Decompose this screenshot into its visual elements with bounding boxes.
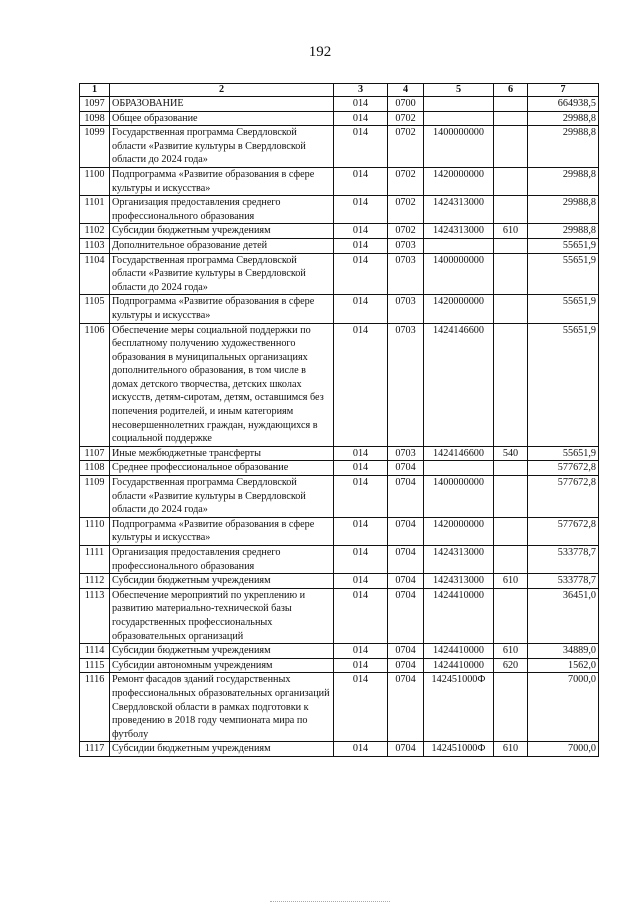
row-name-cell: Субсидии бюджетным учреждениям [110,224,334,239]
row-type-cell [494,126,528,168]
row-name-cell: Подпрограмма «Развитие образования в сфере культуры и искусства» [110,167,334,195]
row-name-cell: Организация предоставления среднего профессионального образования [110,546,334,574]
row-grbs-cell: 014 [334,111,388,126]
row-target-cell: 1424410000 [424,644,494,659]
row-name-cell: Государственная программа Свердловской области «Развитие культуры в Свердловской области до 2024 года» [110,253,334,295]
table-header-row [80,84,599,97]
row-type-cell [494,588,528,643]
row-grbs-cell: 014 [334,742,388,757]
table-row [80,742,599,757]
table-row [80,224,599,239]
row-grbs-cell: 014 [334,196,388,224]
row-target-cell: 1424410000 [424,658,494,673]
row-number-cell: 1105 [80,295,110,323]
row-section-cell: 0703 [388,253,424,295]
table-row [80,574,599,589]
row-section-cell: 0704 [388,546,424,574]
row-grbs-cell: 014 [334,126,388,168]
row-number-cell: 1104 [80,253,110,295]
row-number-cell: 1099 [80,126,110,168]
row-section-cell: 0704 [388,673,424,742]
row-number-cell: 1116 [80,673,110,742]
row-type-cell [494,517,528,545]
row-type-cell [494,167,528,195]
row-section-cell: 0702 [388,111,424,126]
row-section-cell: 0703 [388,238,424,253]
table-row [80,476,599,518]
row-target-cell [424,461,494,476]
row-type-cell [494,323,528,446]
row-grbs-cell: 014 [334,224,388,239]
row-grbs-cell: 014 [334,658,388,673]
row-amount-cell: 36451,0 [528,588,599,643]
column-header: 5 [424,84,494,97]
row-name-cell: Государственная программа Свердловской области «Развитие культуры в Свердловской области до 2024 года» [110,126,334,168]
row-amount-cell: 55651,9 [528,238,599,253]
row-name-cell: Обеспечение меры социальной поддержки по бесплатному получению художественного образования в муниципальных организациях дополнительного образования, в том числе в домах детского творчества, детских школах искусств, детям-сиротам, детям, оставшимся без попечения родителей, и иным категориям несовершеннолетних граждан, нуждающихся в социальной поддержке [110,323,334,446]
column-header: 6 [494,84,528,97]
row-number-cell: 1100 [80,167,110,195]
row-type-cell [494,238,528,253]
budget-table [79,83,599,757]
row-target-cell [424,97,494,112]
row-name-cell: Среднее профессиональное образование [110,461,334,476]
row-amount-cell: 7000,0 [528,742,599,757]
row-number-cell: 1110 [80,517,110,545]
row-type-cell [494,111,528,126]
row-type-cell: 610 [494,224,528,239]
row-number-cell: 1103 [80,238,110,253]
row-target-cell: 1424146600 [424,323,494,446]
column-header: 2 [110,84,334,97]
column-header: 3 [334,84,388,97]
row-target-cell: 142451000Ф [424,673,494,742]
row-amount-cell: 7000,0 [528,673,599,742]
row-number-cell: 1111 [80,546,110,574]
row-amount-cell: 1562,0 [528,658,599,673]
row-section-cell: 0703 [388,295,424,323]
table-row [80,644,599,659]
table-row [80,97,599,112]
row-grbs-cell: 014 [334,546,388,574]
row-section-cell: 0704 [388,574,424,589]
table-row [80,658,599,673]
column-header: 1 [80,84,110,97]
row-grbs-cell: 014 [334,461,388,476]
row-target-cell: 1400000000 [424,253,494,295]
row-type-cell [494,196,528,224]
table-row [80,111,599,126]
table-row [80,167,599,195]
row-section-cell: 0704 [388,742,424,757]
row-type-cell [494,97,528,112]
row-type-cell [494,253,528,295]
row-number-cell: 1115 [80,658,110,673]
page-number: 192 [308,44,332,60]
row-section-cell: 0704 [388,644,424,659]
row-number-cell: 1101 [80,196,110,224]
row-grbs-cell: 014 [334,167,388,195]
row-name-cell: Государственная программа Свердловской области «Развитие культуры в Свердловской области до 2024 года» [110,476,334,518]
row-name-cell: Субсидии бюджетным учреждениям [110,644,334,659]
column-header: 7 [528,84,599,97]
row-amount-cell: 577672,8 [528,517,599,545]
row-type-cell: 610 [494,574,528,589]
row-grbs-cell: 014 [334,476,388,518]
row-target-cell: 1424410000 [424,588,494,643]
row-amount-cell: 533778,7 [528,546,599,574]
table-row [80,295,599,323]
table-row [80,461,599,476]
row-number-cell: 1117 [80,742,110,757]
table-row [80,323,599,446]
row-type-cell: 610 [494,742,528,757]
row-grbs-cell: 014 [334,644,388,659]
row-amount-cell: 55651,9 [528,323,599,446]
row-name-cell: Ремонт фасадов зданий государственных профессиональных образовательных организаций Свердловской области в рамках подготовки к проведению в 2018 году чемпионата мира по футболу [110,673,334,742]
row-type-cell [494,461,528,476]
scan-artifact [270,901,390,903]
row-name-cell: Дополнительное образование детей [110,238,334,253]
table-row [80,588,599,643]
row-type-cell [494,295,528,323]
table-row [80,238,599,253]
row-grbs-cell: 014 [334,673,388,742]
row-target-cell: 1420000000 [424,295,494,323]
row-target-cell: 1424313000 [424,196,494,224]
row-number-cell: 1112 [80,574,110,589]
row-type-cell [494,673,528,742]
row-amount-cell: 29988,8 [528,111,599,126]
row-number-cell: 1114 [80,644,110,659]
table-row [80,673,599,742]
row-name-cell: Организация предоставления среднего профессионального образования [110,196,334,224]
row-target-cell: 142451000Ф [424,742,494,757]
row-amount-cell: 55651,9 [528,295,599,323]
row-grbs-cell: 014 [334,517,388,545]
row-grbs-cell: 014 [334,446,388,461]
table-row [80,446,599,461]
row-name-cell: Подпрограмма «Развитие образования в сфере культуры и искусства» [110,295,334,323]
row-section-cell: 0702 [388,196,424,224]
row-grbs-cell: 014 [334,97,388,112]
row-target-cell: 1420000000 [424,167,494,195]
row-name-cell: Обеспечение мероприятий по укреплению и развитию материально-технической базы государственных профессиональных образовательных организаций [110,588,334,643]
row-number-cell: 1097 [80,97,110,112]
row-amount-cell: 55651,9 [528,446,599,461]
row-number-cell: 1106 [80,323,110,446]
row-section-cell: 0704 [388,588,424,643]
row-amount-cell: 29988,8 [528,196,599,224]
row-grbs-cell: 014 [334,574,388,589]
row-section-cell: 0704 [388,517,424,545]
row-amount-cell: 533778,7 [528,574,599,589]
row-amount-cell: 29988,8 [528,224,599,239]
row-type-cell [494,546,528,574]
row-target-cell: 1420000000 [424,517,494,545]
row-target-cell: 1424313000 [424,574,494,589]
table-row [80,196,599,224]
row-name-cell: Субсидии автономным учреждениям [110,658,334,673]
row-target-cell: 1400000000 [424,476,494,518]
row-section-cell: 0702 [388,126,424,168]
table-body [80,97,599,757]
column-header: 4 [388,84,424,97]
row-target-cell: 1400000000 [424,126,494,168]
row-section-cell: 0704 [388,476,424,518]
row-target-cell: 1424313000 [424,224,494,239]
row-section-cell: 0702 [388,167,424,195]
row-type-cell: 540 [494,446,528,461]
row-type-cell: 610 [494,644,528,659]
row-name-cell: ОБРАЗОВАНИЕ [110,97,334,112]
row-number-cell: 1098 [80,111,110,126]
row-number-cell: 1113 [80,588,110,643]
row-number-cell: 1108 [80,461,110,476]
row-amount-cell: 664938,5 [528,97,599,112]
row-section-cell: 0700 [388,97,424,112]
row-grbs-cell: 014 [334,238,388,253]
row-section-cell: 0702 [388,224,424,239]
row-grbs-cell: 014 [334,253,388,295]
row-amount-cell: 34889,0 [528,644,599,659]
row-amount-cell: 577672,8 [528,476,599,518]
row-amount-cell: 577672,8 [528,461,599,476]
row-name-cell: Субсидии бюджетным учреждениям [110,574,334,589]
table-row [80,546,599,574]
row-section-cell: 0704 [388,658,424,673]
row-grbs-cell: 014 [334,588,388,643]
row-target-cell [424,111,494,126]
row-section-cell: 0703 [388,446,424,461]
row-type-cell [494,476,528,518]
row-name-cell: Общее образование [110,111,334,126]
row-amount-cell: 29988,8 [528,126,599,168]
row-grbs-cell: 014 [334,295,388,323]
table-row [80,253,599,295]
row-section-cell: 0704 [388,461,424,476]
table-row [80,126,599,168]
row-amount-cell: 55651,9 [528,253,599,295]
row-amount-cell: 29988,8 [528,167,599,195]
row-number-cell: 1109 [80,476,110,518]
table-row [80,517,599,545]
row-type-cell: 620 [494,658,528,673]
row-name-cell: Подпрограмма «Развитие образования в сфере культуры и искусства» [110,517,334,545]
row-name-cell: Иные межбюджетные трансферты [110,446,334,461]
row-grbs-cell: 014 [334,323,388,446]
row-target-cell [424,238,494,253]
row-section-cell: 0703 [388,323,424,446]
row-target-cell: 1424313000 [424,546,494,574]
row-target-cell: 1424146600 [424,446,494,461]
row-number-cell: 1107 [80,446,110,461]
row-number-cell: 1102 [80,224,110,239]
row-name-cell: Субсидии бюджетным учреждениям [110,742,334,757]
